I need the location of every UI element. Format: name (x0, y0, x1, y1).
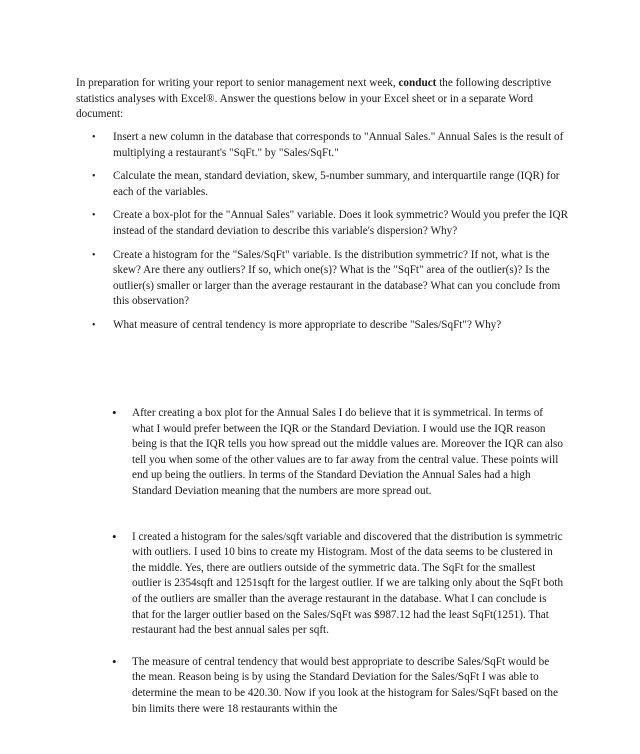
task-item (76, 169, 576, 200)
answer-list (110, 406, 565, 717)
bullet-icon: • (92, 132, 96, 143)
task-list (76, 130, 576, 342)
intro-paragraph (76, 76, 576, 123)
answer-text: After creating a box plot for the Annual Sales I do believe that it is symmetrical. In terms of what I would prefer between the IQR or the Standard Deviation. I would use the IQR reason being is that the IQR tells you how spread out the middle values are. Moreover the IQR can also tell you when some of the other values are to far away from the central value. These points will end up being the outliers. In terms of the Standard Deviation the Annual Sales had a high Standard Deviation meaning that the numbers are more spread out. (132, 407, 563, 497)
bullet-icon: • (92, 171, 96, 183)
task-item (76, 208, 576, 239)
task-text: Create a box-plot for the "Annual Sales" variable. Does it look symmetric? Would you prefer the IQR instead of the standard deviation to describe this variable's dispersion? Why? (113, 209, 569, 237)
intro-text-before: In preparation for writing your report to senior management next week, (76, 77, 399, 89)
bullet-icon: • (112, 653, 117, 669)
intro-bold-verb: conduct (398, 77, 437, 89)
answer-text: I created a histogram for the sales/sqft variable and discovered that the distribution is symmetric with outliers. I used 10 bins to create my Histogram. Most of the data seems to be clustered in the middle. Yes, there are outliers outside of the symmetric data. The SqFt for the smallest outlier is 2354sqft and 1251sqft for the largest outlier. If we are talking only about the SqFt both of the outliers are smaller than the average restaurant in the database. What I can conclude is that for the larger outlier based on the Sales/SqFt was $987.12 had the least SqFt(1251). That restaurant had the best annual sales per sqft. (132, 530, 564, 637)
bullet-icon: • (112, 405, 117, 420)
answer-item (110, 530, 565, 639)
task-item (76, 248, 576, 310)
bullet-icon: • (92, 210, 96, 222)
task-item (76, 130, 576, 161)
answer-item (110, 655, 565, 717)
answer-item (110, 406, 565, 500)
intro-text-after: the following descriptive statistics analyses with Excel®. Answer the questions below in your Excel sheet or in a separate Word document: (76, 77, 552, 121)
task-text: Insert a new column in the database that corresponds to "Annual Sales." Annual Sales is the result of multiplying a restaurant's "SqFt." by "Sales/SqFt." (113, 131, 564, 159)
task-text: What measure of central tendency is more appropriate to describe "Sales/SqFt"? Why? (113, 318, 502, 331)
task-item (76, 318, 576, 334)
bullet-icon: • (112, 528, 117, 544)
answer-text: The measure of central tendency that would best appropriate to describe Sales/SqFt would be the mean. Reason being is by using the Standard Deviation for the Sales/SqFt I was able to determine the mean to be 420.30. Now if you look at the histogram for Sales/SqFt based on the bin limits there were 18 restaurants within the (132, 655, 558, 715)
task-text: Create a histogram for the "Sales/SqFt" variable. Is the distribution symmetric? If not, what is the skew? Are there any outliers? If so, which one(s)? What is the "SqFt" area of the outlier(s)? Is the outlier(s) smaller or larger than the average restaurant in the database? What can you conclude from this observation? (113, 248, 561, 308)
bullet-icon: • (92, 249, 96, 261)
task-text: Calculate the mean, standard deviation, skew, 5-number summary, and interquartile range (IQR) for each of the variables. (113, 170, 560, 198)
bullet-icon: • (92, 319, 96, 331)
